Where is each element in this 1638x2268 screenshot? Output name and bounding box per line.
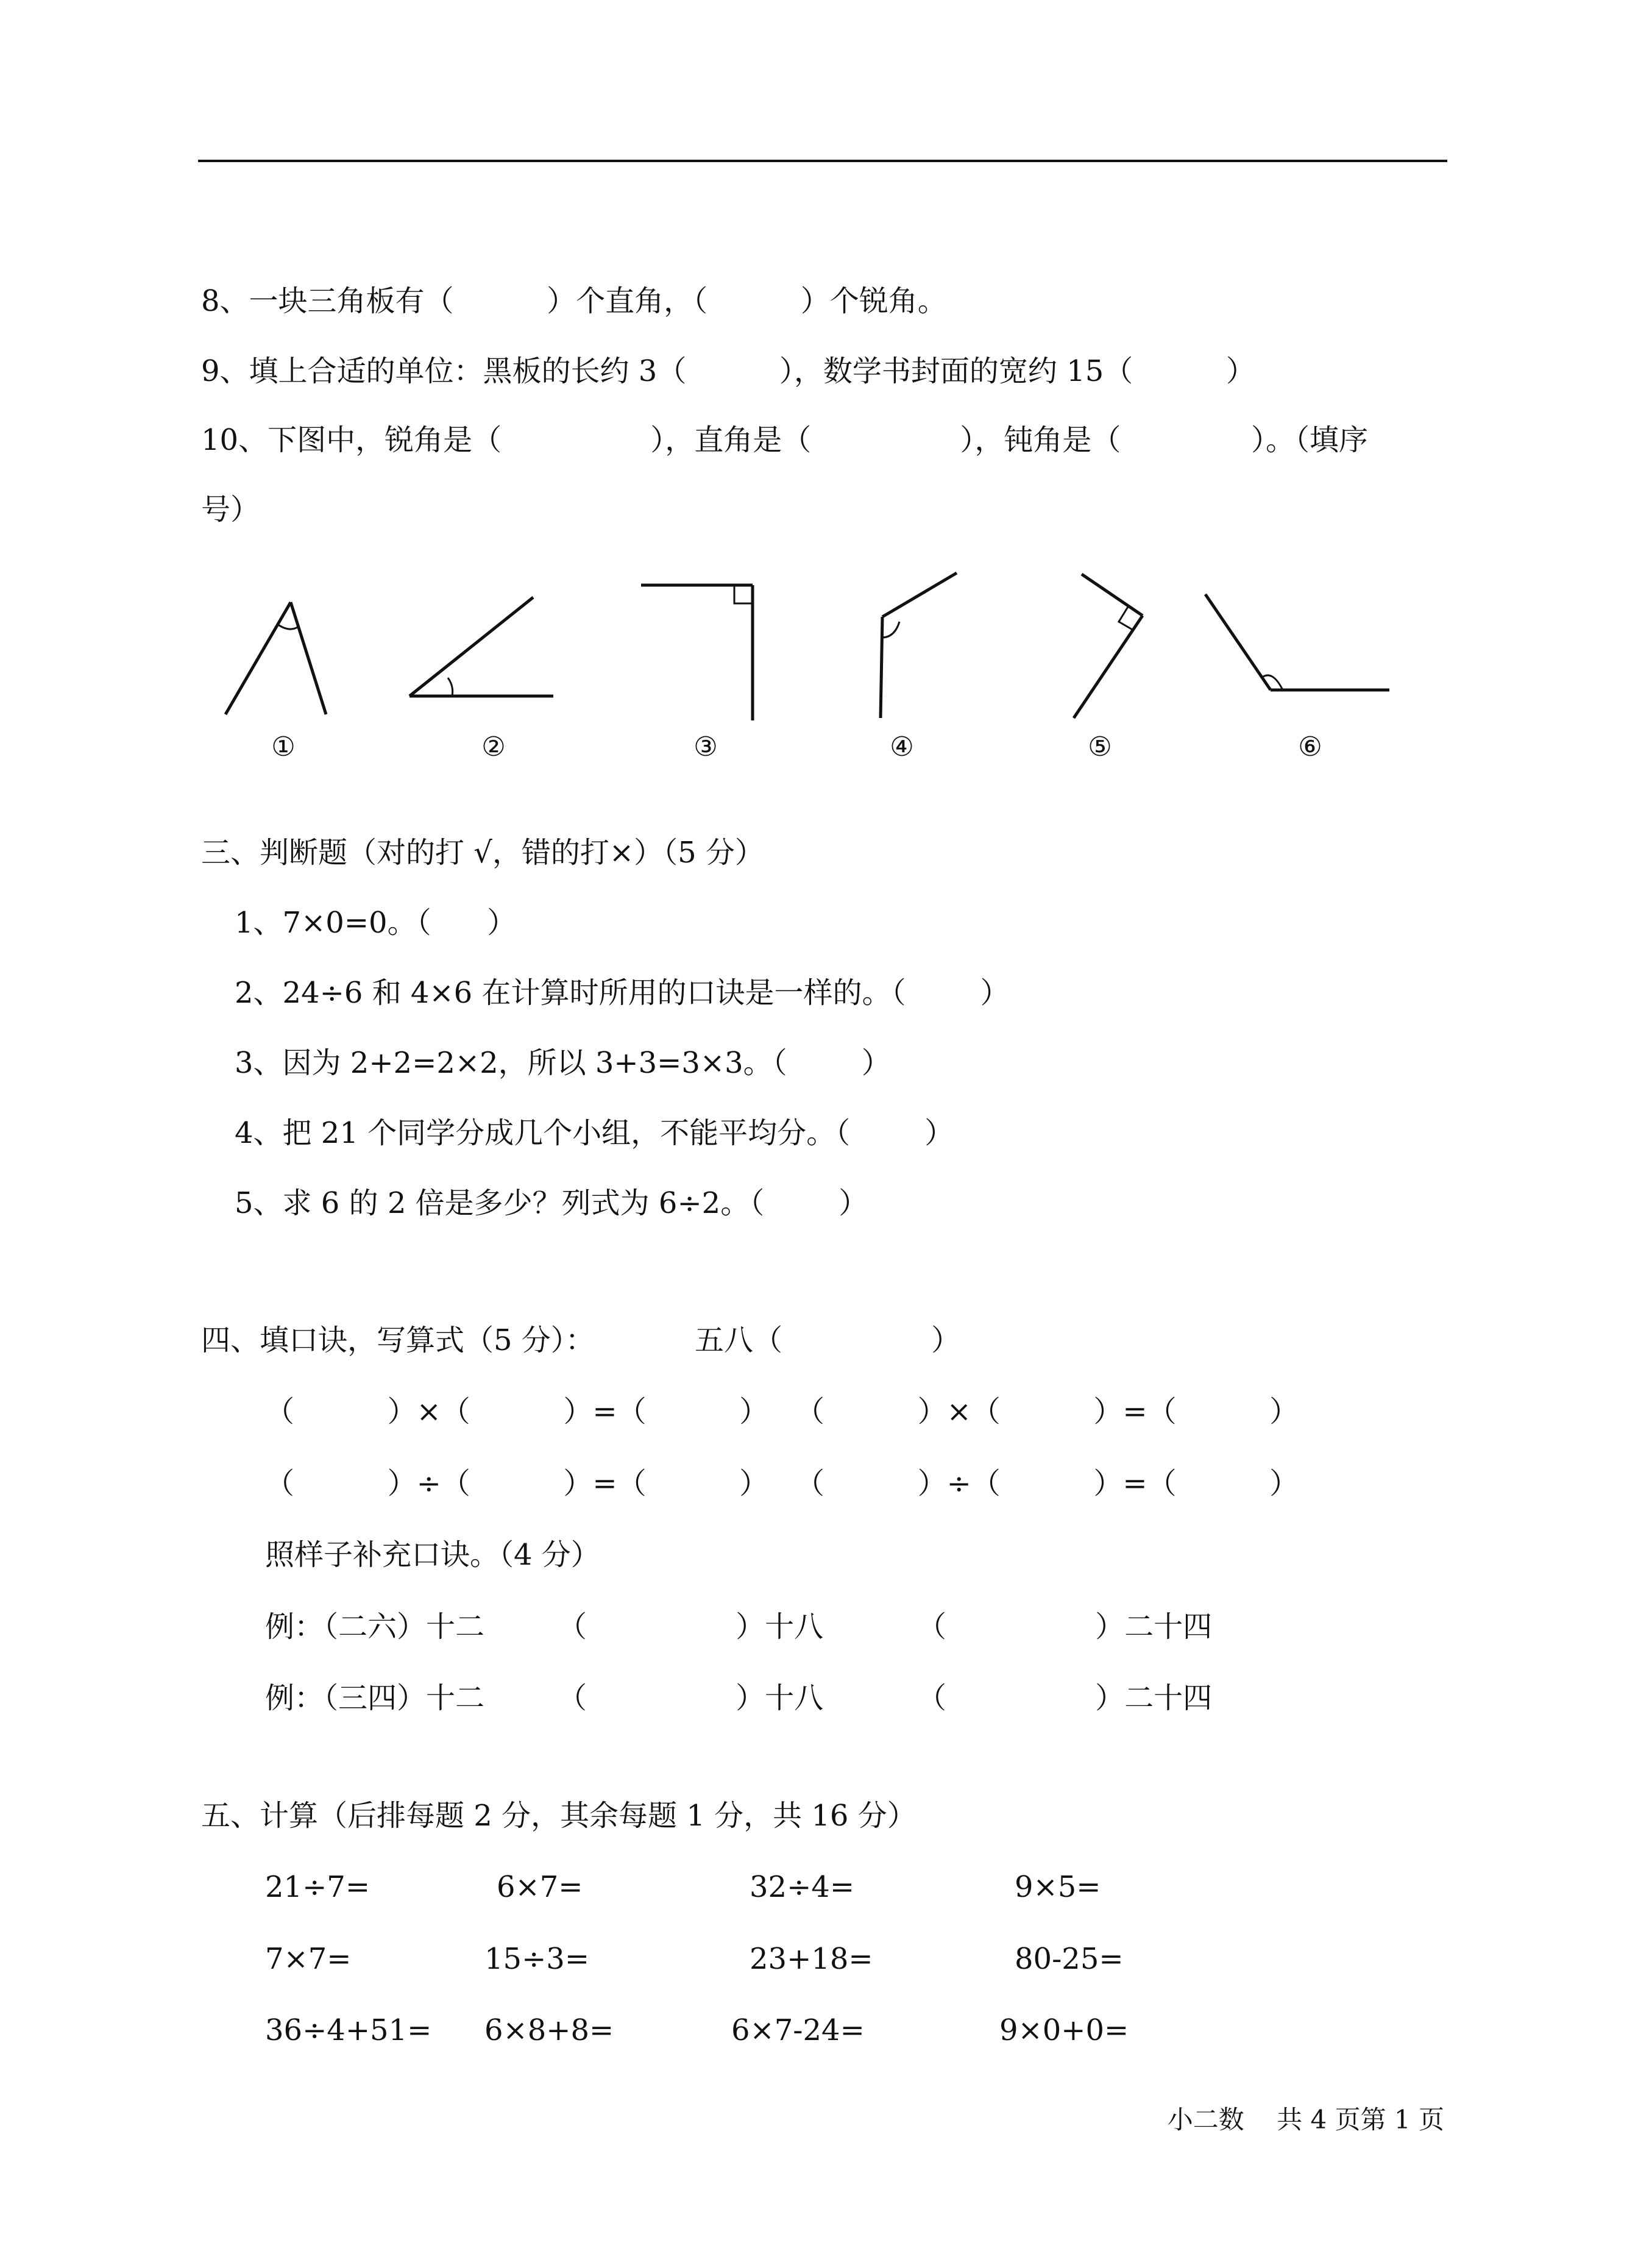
- angle-label-3: ③: [693, 731, 718, 763]
- calc-item: 36÷4+51=: [265, 2013, 432, 2047]
- calc-item: 9×5=: [1015, 1870, 1101, 1904]
- multiplication-blank-left: （ ）×（ ）=（ ）: [265, 1395, 769, 1429]
- page-footer: 小二数 共 4 页第 1 页: [1167, 2105, 1444, 2135]
- angle-3-right-figure: [641, 585, 753, 720]
- multiplication-blank-right: （ ）×（ ）=（ ）: [795, 1395, 1299, 1429]
- rhyme-example-1: 例：（二六）十二: [265, 1610, 485, 1644]
- rhyme-blank-18-row2: （ ）十八: [558, 1681, 824, 1715]
- calc-item: 6×7=: [497, 1870, 583, 1904]
- calc-item: 32÷4=: [750, 1870, 855, 1904]
- division-blank-right: （ ）÷（ ）=（ ）: [795, 1466, 1299, 1501]
- angle-6-obtuse-figure: [1205, 594, 1389, 690]
- rhyme-blank-24-row2: （ ）二十四: [917, 1681, 1213, 1715]
- judge-item-2: 2、24÷6 和 4×6 在计算时所用的口诀是一样的。（ ）: [235, 976, 1010, 1010]
- header-rule: [198, 160, 1447, 162]
- calc-item: 21÷7=: [265, 1870, 370, 1904]
- rhyme-blank-24-row1: （ ）二十四: [917, 1610, 1213, 1644]
- angle-5-right-figure: [1074, 574, 1143, 718]
- calc-item: 9×0+0=: [999, 2013, 1129, 2047]
- rhyme-example-2: 例：（三四）十二: [265, 1681, 485, 1715]
- judge-item-4: 4、把 21 个同学分成几个小组，不能平均分。（ ）: [235, 1116, 954, 1150]
- judge-item-5: 5、求 6 的 2 倍是多少？列式为 6÷2。（ ）: [235, 1186, 868, 1220]
- judge-item-1: 1、7×0=0。（ ）: [235, 906, 517, 940]
- angle-label-6: ⑥: [1298, 731, 1322, 763]
- section-3-title: 三、判断题（对的打 √，错的打×）（5 分）: [201, 836, 764, 870]
- calc-item: 7×7=: [265, 1942, 352, 1976]
- question-9: 9、填上合适的单位：黑板的长约 3（ ），数学书封面的宽约 15（ ）: [201, 354, 1255, 388]
- calc-item: 6×8+8=: [484, 2013, 614, 2047]
- rhyme-prompt: 五八（ ）: [695, 1323, 961, 1357]
- angle-label-2: ②: [481, 731, 506, 763]
- section-4-subtitle: 照样子补充口诀。（4 分）: [265, 1538, 600, 1572]
- question-10-line1: 10、下图中，锐角是（ ），直角是（ ），钝角是（ ）。（填序: [201, 423, 1368, 457]
- angle-2-acute-figure: [410, 597, 553, 696]
- calc-item: 15÷3=: [484, 1942, 590, 1976]
- angle-label-1: ①: [271, 731, 296, 763]
- calc-item: 80-25=: [1015, 1942, 1124, 1976]
- question-8: 8、一块三角板有（ ）个直角，（ ）个锐角。: [201, 284, 947, 318]
- angle-1-acute-figure: [225, 602, 326, 714]
- section-4-title: 四、填口诀，写算式（5 分）：: [201, 1323, 595, 1357]
- question-10-line2: 号）: [201, 492, 260, 527]
- calc-item: 23+18=: [750, 1942, 873, 1976]
- calc-item: 6×7-24=: [731, 2013, 865, 2047]
- division-blank-left: （ ）÷（ ）=（ ）: [265, 1466, 769, 1501]
- rhyme-blank-18-row1: （ ）十八: [558, 1610, 824, 1644]
- section-5-title: 五、计算（后排每题 2 分，其余每题 1 分，共 16 分）: [201, 1799, 916, 1833]
- angle-4-obtuse-figure: [881, 573, 957, 718]
- angle-label-5: ⑤: [1088, 731, 1112, 763]
- angle-label-4: ④: [890, 731, 914, 763]
- judge-item-3: 3、因为 2+2=2×2，所以 3+3=3×3。（ ）: [235, 1046, 891, 1080]
- angle-figures: [201, 561, 1408, 725]
